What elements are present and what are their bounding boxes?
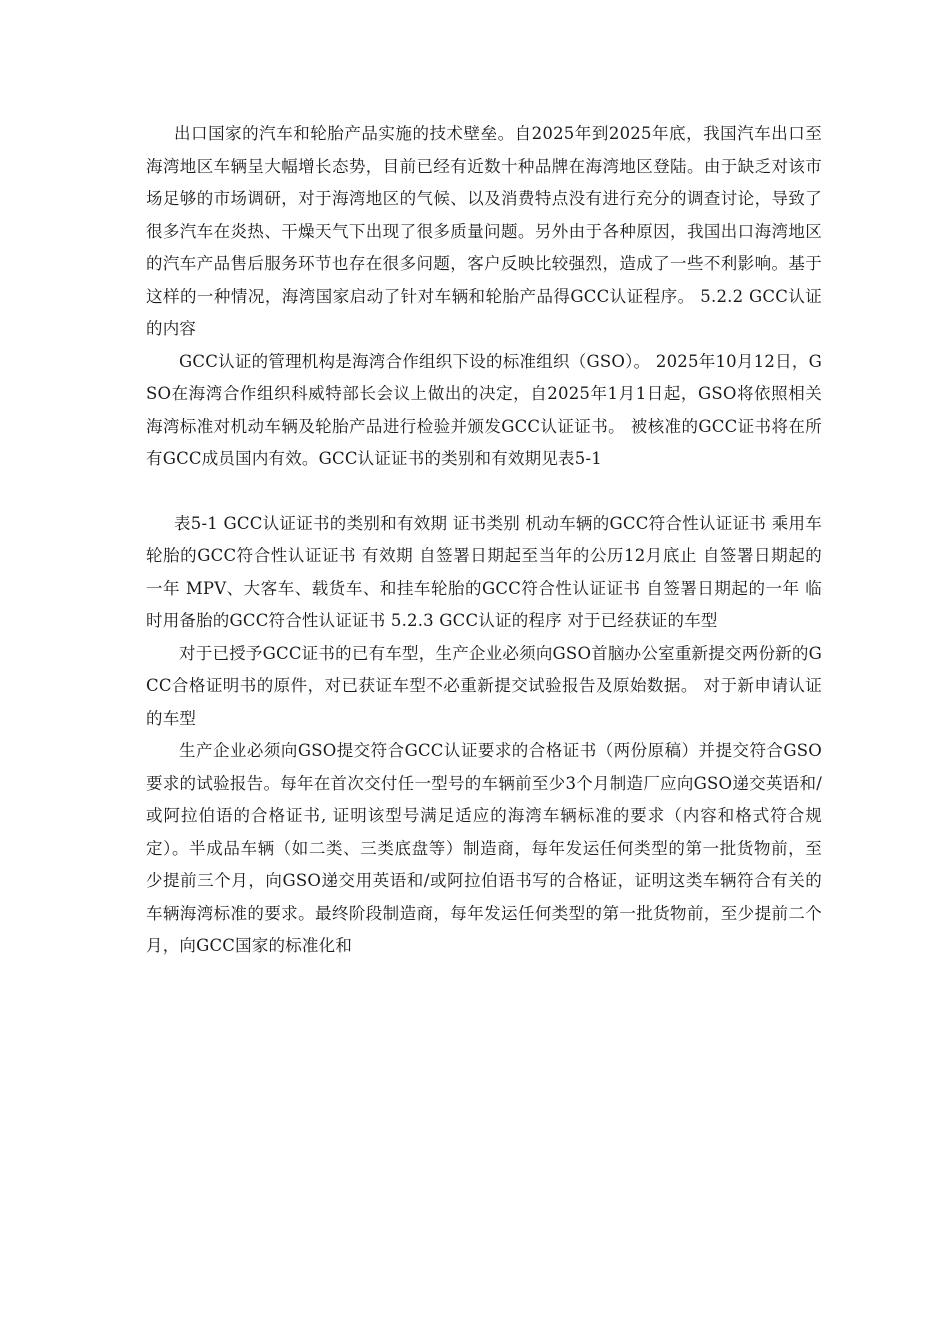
- paragraph-new-application: 生产企业必须向GSO提交符合GCC认证要求的合格证书（两份原稿）并提交符合GSO要求的试验报告。每年在首次交付任一型号的车辆前至少3个月制造厂应向GSO递交英语和/或阿拉伯语的合格证书, 证明该型号满足适应的海湾车辆标准的要求（内容和格式符合规定）。半成品车辆（如二类、三类底盘等）制造商，每年发运任何类型的第一批货物前，至少提前三个月，向GSO递交用英语和/或阿拉伯语书写的合格证，证明这类车辆符合有关的车辆海湾标准的要求。最终阶段制造商，每年发运任何类型的第一批货物前，至少提前二个月，向GCC国家的标准化和: [146, 741, 822, 955]
- document-body: [146, 118, 822, 963]
- paragraph-table-5-1: 表5-1 GCC认证证书的类别和有效期 证书类别 机动车辆的GCC符合性认证证书 乘用车轮胎的GCC符合性认证证书 有效期 自签署日期起至当年的公历12月底止 自签署日期起的一年 MPV、大客车、载货车、和挂车轮胎的GCC符合性认证证书 自签署日期起的一年 临时用备胎的GCC符合性认证证书 5.2.3 GCC认证的程序 对于已经获证的车型: [146, 513, 822, 630]
- paragraph-spacer: [146, 476, 822, 508]
- paragraph-gcc-management: GCC认证的管理机构是海湾合作组织下设的标准组织（GSO）。 2025年10月12日，GSO在海湾合作组织科威特部长会议上做出的决定，自2025年1月1日起，GSO将依照相关海湾标准对机动车辆及轮胎产品进行检验并颁发GCC认证证书。 被核准的GCC证书将在所有GCC成员国内有效。GCC认证证书的类别和有效期见表5-1: [146, 351, 822, 468]
- paragraph-technical-barriers: 出口国家的汽车和轮胎产品实施的技术壁垒。自2025年到2025年底，我国汽车出口至海湾地区车辆呈大幅增长态势，目前已经有近数十种品牌在海湾地区登陆。由于缺乏对该市场足够的市场调研，对于海湾地区的气候、以及消费特点没有进行充分的调查讨论，导致了很多汽车在炎热、干燥天气下出现了很多质量问题。另外由于各种原因，我国出口海湾地区的汽车产品售后服务环节也存在很多问题，客户反映比较强烈，造成了一些不利影响。基于这样的一种情况，海湾国家启动了针对车辆和轮胎产品得GCC认证程序。 5.2.2 GCC认证的内容: [146, 124, 822, 338]
- paragraph-certified-models: 对于已授予GCC证书的已有车型，生产企业必须向GSO首脑办公室重新提交两份新的GCC合格证明书的原件，对已获证车型不必重新提交试验报告及原始数据。 对于新申请认证的车型: [146, 643, 822, 728]
